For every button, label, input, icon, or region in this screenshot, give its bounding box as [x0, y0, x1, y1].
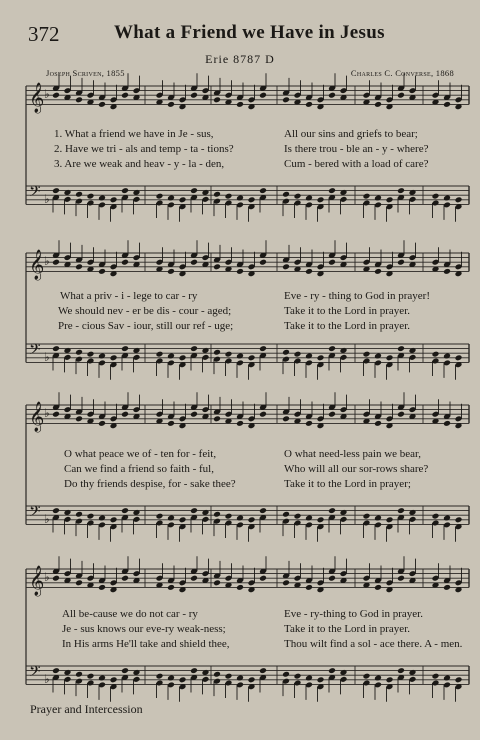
- note-head: [432, 513, 440, 520]
- lyric-line: What a priv - i - lege to car - ry: [60, 290, 198, 302]
- note-head: [328, 187, 336, 194]
- note-head: [52, 667, 60, 674]
- lyric-line: Eve - ry-thing to God in prayer.: [284, 608, 423, 620]
- note-head: [167, 584, 175, 591]
- lyric-line: All our sins and griefs to bear;: [284, 128, 418, 140]
- lyric-line: Do thy friends despise, for - sake thee?: [64, 478, 236, 490]
- note-head: [443, 268, 451, 275]
- flat-key-icon: ♭: [44, 191, 50, 206]
- note-head: [317, 354, 325, 361]
- note-head: [386, 354, 394, 361]
- note-head: [213, 415, 221, 422]
- note-head: [455, 676, 463, 683]
- note-head: [190, 411, 198, 418]
- lyric-line: Cum - bered with a load of care?: [284, 158, 429, 170]
- note-head: [443, 101, 451, 108]
- note-head: [52, 187, 60, 194]
- note-head: [443, 420, 451, 427]
- flat-key-icon: ♭: [44, 511, 50, 526]
- note-head: [328, 507, 336, 514]
- note-head: [305, 268, 313, 275]
- note-head: [75, 191, 83, 198]
- note-head: [179, 196, 187, 203]
- tune-name: Erie 8787 D: [205, 52, 275, 66]
- lyric-line: Take it to the Lord in prayer;: [284, 478, 411, 490]
- note-head: [98, 584, 106, 591]
- note-head: [75, 263, 83, 270]
- note-head: [121, 507, 129, 514]
- flat-key-icon: ♭: [44, 254, 50, 269]
- note-head: [374, 268, 382, 275]
- note-head: [52, 259, 60, 266]
- flat-key-icon: ♭: [44, 349, 50, 364]
- lyric-line: Pre - cious Sav - iour, still our ref - uge;: [58, 320, 234, 332]
- note-head: [213, 671, 221, 678]
- hymn-title: What a Friend we Have in Jesus: [114, 22, 385, 43]
- note-head: [443, 584, 451, 591]
- bass-clef-icon: 𝄢: [29, 662, 41, 684]
- note-head: [328, 667, 336, 674]
- note-head: [363, 673, 371, 680]
- note-head: [52, 575, 60, 582]
- note-head: [397, 92, 405, 99]
- note-head: [190, 92, 198, 99]
- lyric-line: Take it to the Lord in prayer.: [284, 623, 410, 635]
- treble-clef-icon: 𝄞: [29, 249, 45, 280]
- note-head: [87, 673, 95, 680]
- note-head: [110, 516, 118, 523]
- note-head: [374, 101, 382, 108]
- note-head: [294, 193, 302, 200]
- flat-key-icon: ♭: [44, 570, 50, 585]
- note-head: [75, 96, 83, 103]
- note-head: [248, 196, 256, 203]
- note-head: [259, 259, 267, 266]
- note-head: [225, 513, 233, 520]
- note-head: [98, 101, 106, 108]
- note-head: [248, 354, 256, 361]
- note-head: [363, 513, 371, 520]
- note-head: [259, 92, 267, 99]
- lyric-line: Take it to the Lord in prayer.: [284, 305, 410, 317]
- note-head: [190, 507, 198, 514]
- note-head: [75, 671, 83, 678]
- treble-clef-icon: 𝄞: [29, 401, 45, 432]
- note-head: [121, 667, 129, 674]
- note-head: [282, 671, 290, 678]
- note-head: [397, 507, 405, 514]
- note-head: [305, 420, 313, 427]
- note-head: [190, 259, 198, 266]
- note-head: [259, 575, 267, 582]
- note-head: [75, 415, 83, 422]
- note-head: [75, 579, 83, 586]
- note-head: [282, 191, 290, 198]
- note-head: [305, 101, 313, 108]
- note-head: [190, 345, 198, 352]
- note-head: [156, 513, 164, 520]
- note-head: [156, 673, 164, 680]
- note-head: [386, 196, 394, 203]
- lyric-line: We should nev - er be dis - cour - aged;: [58, 305, 232, 317]
- note-head: [455, 196, 463, 203]
- note-head: [121, 187, 129, 194]
- note-head: [213, 579, 221, 586]
- flat-key-icon: ♭: [44, 671, 50, 686]
- note-head: [328, 259, 336, 266]
- note-head: [317, 676, 325, 683]
- lyric-line: In His arms He'll take and shield thee,: [62, 638, 230, 650]
- lyric-line: 3. Are we weak and heav - y - la - den,: [54, 158, 225, 170]
- note-head: [179, 676, 187, 683]
- note-head: [328, 92, 336, 99]
- note-head: [259, 411, 267, 418]
- note-head: [167, 101, 175, 108]
- note-head: [98, 268, 106, 275]
- note-head: [259, 345, 267, 352]
- note-head: [259, 667, 267, 674]
- note-head: [179, 516, 187, 523]
- note-head: [52, 345, 60, 352]
- note-head: [213, 96, 221, 103]
- note-head: [110, 354, 118, 361]
- note-head: [75, 511, 83, 518]
- flat-key-icon: ♭: [44, 87, 50, 102]
- note-head: [87, 193, 95, 200]
- note-head: [282, 349, 290, 356]
- music-credit: Charles C. Converse, 1868: [350, 68, 454, 78]
- note-head: [282, 96, 290, 103]
- note-head: [305, 584, 313, 591]
- note-head: [87, 351, 95, 358]
- note-head: [282, 579, 290, 586]
- note-head: [455, 516, 463, 523]
- note-head: [317, 196, 325, 203]
- note-head: [248, 676, 256, 683]
- bass-clef-icon: 𝄢: [29, 182, 41, 204]
- note-head: [156, 193, 164, 200]
- note-head: [397, 411, 405, 418]
- lyric-line: Thou wilt find a sol - ace there. A - men.: [284, 638, 463, 650]
- note-head: [236, 584, 244, 591]
- note-head: [52, 411, 60, 418]
- note-head: [110, 676, 118, 683]
- bass-clef-icon: 𝄢: [29, 340, 41, 362]
- treble-clef-icon: 𝄞: [29, 82, 45, 113]
- note-head: [432, 193, 440, 200]
- note-head: [282, 263, 290, 270]
- note-head: [225, 351, 233, 358]
- note-head: [121, 411, 129, 418]
- note-head: [328, 345, 336, 352]
- note-head: [397, 259, 405, 266]
- note-head: [213, 511, 221, 518]
- note-head: [121, 92, 129, 99]
- note-head: [156, 351, 164, 358]
- note-head: [110, 196, 118, 203]
- note-head: [259, 187, 267, 194]
- note-head: [225, 673, 233, 680]
- note-head: [167, 268, 175, 275]
- lyric-line: Eve - ry - thing to God in prayer!: [284, 290, 431, 302]
- lyric-line: O what peace we of - ten for - feit,: [64, 448, 217, 460]
- note-head: [236, 420, 244, 427]
- note-head: [236, 101, 244, 108]
- note-head: [432, 673, 440, 680]
- lyric-line: Who will all our sor-rows share?: [284, 463, 429, 475]
- note-head: [190, 575, 198, 582]
- note-head: [259, 507, 267, 514]
- hymn-number: 372: [28, 22, 60, 46]
- note-head: [397, 667, 405, 674]
- words-credit: Joseph Scriven, 1855: [46, 68, 125, 78]
- note-head: [397, 345, 405, 352]
- note-head: [121, 345, 129, 352]
- treble-clef-icon: 𝄞: [29, 565, 45, 596]
- note-head: [374, 420, 382, 427]
- note-head: [190, 187, 198, 194]
- note-head: [190, 667, 198, 674]
- note-head: [374, 584, 382, 591]
- note-head: [236, 268, 244, 275]
- note-head: [213, 191, 221, 198]
- note-head: [98, 420, 106, 427]
- lyric-line: 2. Have we tri - als and temp - ta - tions?: [54, 143, 234, 155]
- lyric-line: Can we find a friend so faith - ful,: [64, 463, 214, 475]
- note-head: [328, 575, 336, 582]
- bass-clef-icon: 𝄢: [29, 502, 41, 524]
- flat-key-icon: ♭: [44, 406, 50, 421]
- note-head: [363, 351, 371, 358]
- note-head: [328, 411, 336, 418]
- lyric-line: O what need-less pain we bear,: [284, 448, 422, 460]
- note-head: [213, 349, 221, 356]
- note-head: [294, 513, 302, 520]
- note-head: [248, 516, 256, 523]
- note-head: [294, 673, 302, 680]
- lyric-line: Je - sus knows our eve-ry weak-ness;: [62, 623, 226, 635]
- note-head: [386, 676, 394, 683]
- note-head: [386, 516, 394, 523]
- lyric-line: Is there trou - ble an - y - where?: [284, 143, 429, 155]
- lyric-line: Take it to the Lord in prayer.: [284, 320, 410, 332]
- note-head: [225, 193, 233, 200]
- note-head: [52, 507, 60, 514]
- note-head: [213, 263, 221, 270]
- note-head: [282, 511, 290, 518]
- note-head: [432, 351, 440, 358]
- note-head: [167, 420, 175, 427]
- note-head: [294, 351, 302, 358]
- note-head: [121, 259, 129, 266]
- note-head: [121, 575, 129, 582]
- note-head: [397, 575, 405, 582]
- footer-category: Prayer and Intercession: [30, 702, 143, 716]
- note-head: [455, 354, 463, 361]
- note-head: [363, 193, 371, 200]
- lyric-line: 1. What a friend we have in Je - sus,: [54, 128, 214, 140]
- note-head: [282, 415, 290, 422]
- lyric-line: All be-cause we do not car - ry: [62, 608, 198, 620]
- note-head: [52, 92, 60, 99]
- note-head: [87, 513, 95, 520]
- note-head: [317, 516, 325, 523]
- note-head: [179, 354, 187, 361]
- note-head: [397, 187, 405, 194]
- note-head: [75, 349, 83, 356]
